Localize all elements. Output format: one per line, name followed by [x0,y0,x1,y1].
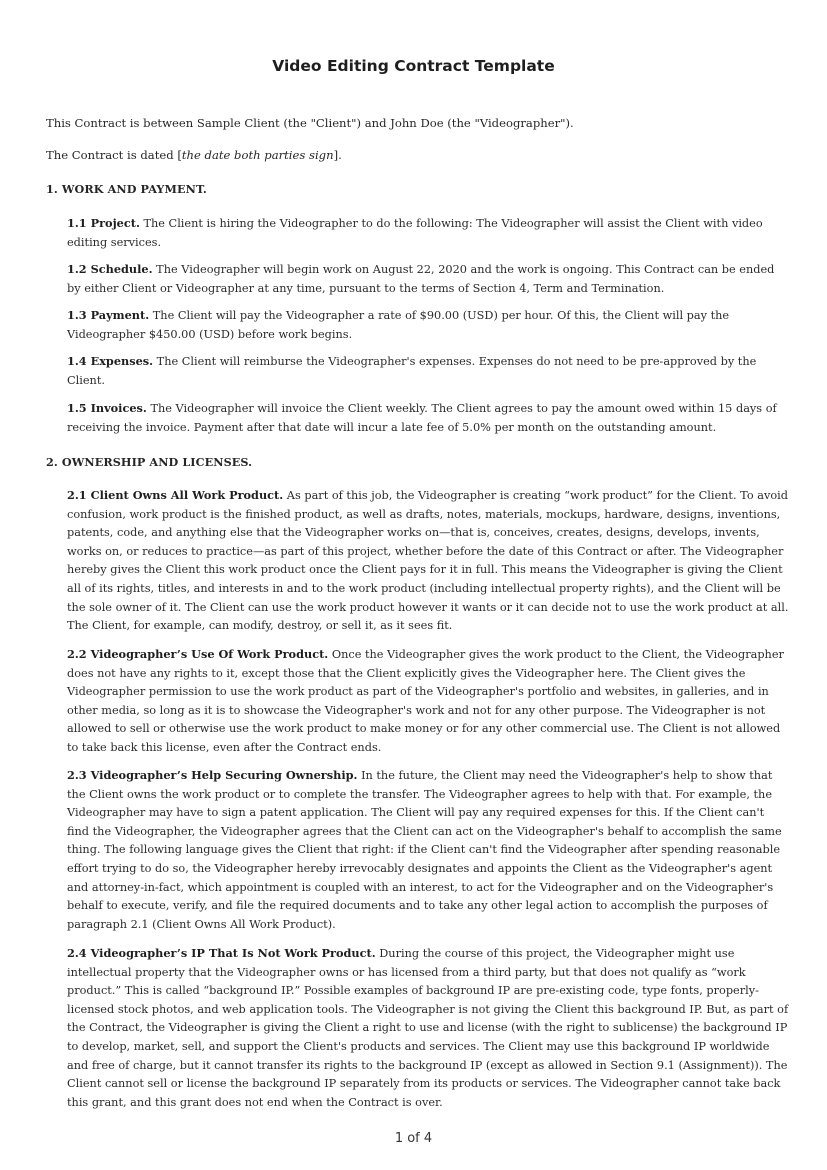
clause-2-2-use-of-work-product [67,645,789,758]
clause-label: 1.1 Project. [67,216,140,230]
clause-text: In the future, the Client may need the Videographer's help to show that the Client owns the work product or to complete the transfer. The Videographer agrees to help with that. For example, the Videographer may have to sign a patent application. The Client will pay any required expenses for this. If the Client can't find the Videographer, the Videographer agrees that the Client can act on the Videographer's behalf to accomplish the same thing. The following language gives the Client that right: if the Client can't find the Videographer after spending reasonable effort trying to do so, the Videographer hereby irrevocably designates and appoints the Client as the Videographer's agent and attorney-in-fact, which appointment is coupled with an interest, to act for the Videographer and on the Videographer's behalf to execute, verify, and file the required documents and to take any other legal action to accomplish the purposes of paragraph 2.1 (Client Owns All Work Product). [67,769,782,931]
clause-2-3-help-securing-ownership [67,766,789,934]
clause-1-1-project [67,214,789,252]
clause-text: The Client will reimburse the Videographer's expenses. Expenses do not need to be pre-approved by the Client. [67,355,757,387]
document-title: Video Editing Contract Template [272,57,555,75]
clause-text: The Client will pay the Videographer a rate of $90.00 (USD) per hour. Of this, the Client will pay the Videographer $450.00 (USD) before work begins. [67,309,730,341]
clause-text: The Videographer will invoice the Client weekly. The Client agrees to pay the amount owed within 15 days of receiving the invoice. Payment after that date will incur a late fee of 5.0% per month on the outstanding amount. [67,402,777,434]
clause-1-5-invoices [67,399,789,437]
clause-label: 1.5 Invoices. [67,401,147,415]
clause-text: The Videographer will begin work on August 22, 2020 and the work is ongoing. This Contract can be ended by either Client or Videographer at any time, pursuant to the terms of Section 4, Term and Termination. [67,263,775,295]
clause-text: Once the Videographer gives the work product to the Client, the Videographer does not have any rights to it, except those that the Client explicitly gives the Videographer here. The Client gives the Videographer permission to use the work product as part of the Videographer's portfolio and websites, in galleries, and in other media, so long as it is to showcase the Videographer's work and not for any other purpose. The Videographer is not allowed to sell or otherwise use the work product to make money or for any other commercial use. The Client is not allowed to take back this license, even after the Contract ends. [67,648,784,754]
clause-1-4-expenses [67,352,789,390]
clause-label: 2.4 Videographer’s IP That Is Not Work Product. [67,946,376,960]
clause-2-4-ip-not-work-product [67,944,789,1112]
date-placeholder: the date both parties sign [181,148,334,162]
clause-1-2-schedule [67,260,789,298]
clause-label: 2.3 Videographer’s Help Securing Ownership. [67,768,358,782]
clause-label: 2.1 Client Owns All Work Product. [67,488,284,502]
date-suffix: ]. [333,148,342,162]
clause-1-3-payment [67,306,789,344]
clause-text: As part of this job, the Videographer is creating “work product” for the Client. To avoid confusion, work product is the finished product, as well as drafts, notes, materials, mockups, hardware, designs, inventions, patents, code, and anything else that the Videographer works on—that is, conceives, creates, designs, develops, invents, works on, or reduces to practice—as part of this project, whether before the date of this Contract or after. The Videographer hereby gives the Client this work product once the Client pays for it in full. This means the Videographer is giving the Client all of its rights, titles, and interests in and to the work product (including intellectual property rights), and the Client will be the sole owner of it. The Client can use the work product however it wants or it can decide not to use the work product at all. The Client, for example, can modify, destroy, or sell it, as it sees fit. [67,489,789,633]
section-heading-work-payment: 1. WORK AND PAYMENT. [46,182,207,196]
clause-label: 2.2 Videographer’s Use Of Work Product. [67,647,329,661]
section-heading-ownership-licenses: 2. OWNERSHIP AND LICENSES. [46,455,253,469]
clause-label: 1.2 Schedule. [67,262,153,276]
clause-text: The Client is hiring the Videographer to do the following: The Videographer will assist the Client with video editing services. [67,217,763,249]
parties-statement: This Contract is between Sample Client (the "Client") and John Doe (the "Videographer"). [46,116,574,130]
page-number: 1 of 4 [394,1131,433,1146]
clause-label: 1.4 Expenses. [67,354,154,368]
date-statement [46,146,786,164]
clause-2-1-client-owns-work-product [67,486,789,636]
clause-label: 1.3 Payment. [67,308,150,322]
date-prefix: The Contract is dated [ [46,148,182,162]
clause-text: During the course of this project, the Videographer might use intellectual property that the Videographer owns or has licensed from a third party, but that does not qualify as “work product.” This is called “background IP.” Possible examples of background IP are pre-existing code, type fonts, properly-licensed stock photos, and web application tools. The Videographer is not giving the Client this background IP. But, as part of the Contract, the Videographer is giving the Client a right to use and license (with the right to sublicense) the background IP to develop, market, sell, and support the Client's products and services. The Client may use this background IP worldwide and free of charge, but it cannot transfer its rights to the background IP (except as allowed in Section 9.1 (Assignment)). The Client cannot sell or license the background IP separately from its products or services. The Videographer cannot take back this grant, and this grant does not end when the Contract is over. [67,947,789,1109]
